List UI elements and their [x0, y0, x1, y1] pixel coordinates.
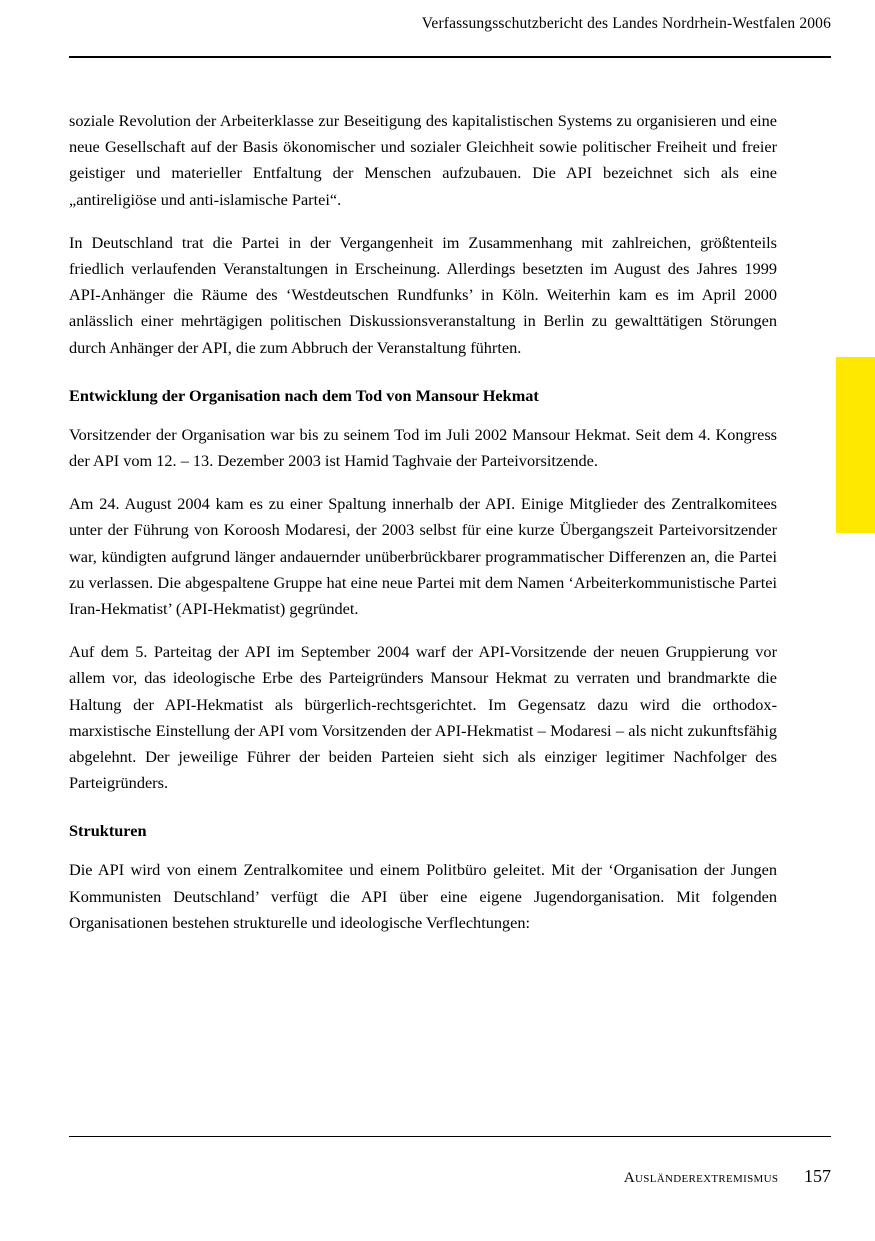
section-heading: Entwicklung der Organisation nach dem Tod von Mansour Hekmat [69, 385, 539, 405]
page-footer [69, 1166, 831, 1188]
paragraph: soziale Revolution der Arbeiterklasse zur Beseitigung des kapitalistischen Systems zu organisieren und eine neue Gesellschaft auf der Basis ökonomischer und sozialer Gleichheit sowie politischer Freiheit und freier geistiger und materieller Entfaltung der Menschen aufzubauen. Die API bezeichnet sich als eine „antireligiöse und anti-islamische Partei“. [69, 111, 777, 209]
paragraph: In Deutschland trat die Partei in der Vergangenheit im Zusammenhang mit zahlreichen, größtenteils friedlich verlaufenden Veranstaltungen in Erscheinung. Allerdings besetzten im August des Jahres 1999 API-Anhänger die Räume des ‘Westdeutschen Rundfunks’ in Köln. Weiterhin kam es im April 2000 anlässlich einer mehrtägigen politischen Diskussionsveranstaltung in Berlin zu gewalttätigen Störungen durch Anhänger der API, die zum Abbruch der Veranstaltung führten. [69, 232, 777, 357]
footer-divider [69, 1136, 831, 1137]
paragraph: Am 24. August 2004 kam es zu einer Spaltung innerhalb der API. Einige Mitglieder des Zentralkomitees unter der Führung von Koroosh Modaresi, der 2003 selbst für eine kurze Übergangszeit Parteivorsitzender war, kündigten aufgrund länger andauernder unüberbrückbarer programmatischer Differenzen an, die Partei zu verlassen. Die abgespaltene Gruppe hat eine neue Partei mit dem Namen ‘Arbeiterkommunistische Partei Iran-Hekmatist’ (API-Hekmatist) gegründet. [69, 494, 777, 619]
section-edge-tab [836, 357, 875, 533]
paragraph: Die API wird von einem Zentralkomitee und einem Politbüro geleitet. Mit der ‘Organisation der Jungen Kommunisten Deutschland’ verfügt die API über eine eigene Jugendorganisation. Mit folgenden Organisationen bestehen strukturelle und ideologische Verflechtungen: [69, 860, 777, 932]
header-divider [69, 56, 831, 58]
paragraph: Vorsitzender der Organisation war bis zu seinem Tod im Juli 2002 Mansour Hekmat. Seit dem 4. Kongress der API vom 12. – 13. Dezember 2003 ist Hamid Taghvaie der Parteivorsitzende. [69, 424, 777, 471]
section-heading: Strukturen [69, 821, 147, 841]
page-header: Verfassungsschutzbericht des Landes Nordrhein-Westfalen 2006 [421, 15, 831, 32]
page-content [69, 108, 777, 953]
footer-section-label: Ausländerextremismus [623, 1170, 779, 1186]
paragraph: Auf dem 5. Parteitag der API im September 2004 warf der API-Vorsitzende der neuen Gruppierung vor allem vor, das ideologische Erbe des Parteigründers Mansour Hekmat zu verraten und brandmarkte die Haltung der API-Hekmatist als bürgerlich-rechtsgerichtet. Im Gegensatz dazu wird die orthodox-marxistische Einstellung der API vom Vorsitzenden der API-Hekmatist – Modaresi – als nicht zukunftsfähig abgelehnt. Der jeweilige Führer der beiden Parteien sieht sich als einziger legitimer Nachfolger des Parteigründers. [69, 642, 777, 793]
page-number: 157 [804, 1166, 831, 1186]
